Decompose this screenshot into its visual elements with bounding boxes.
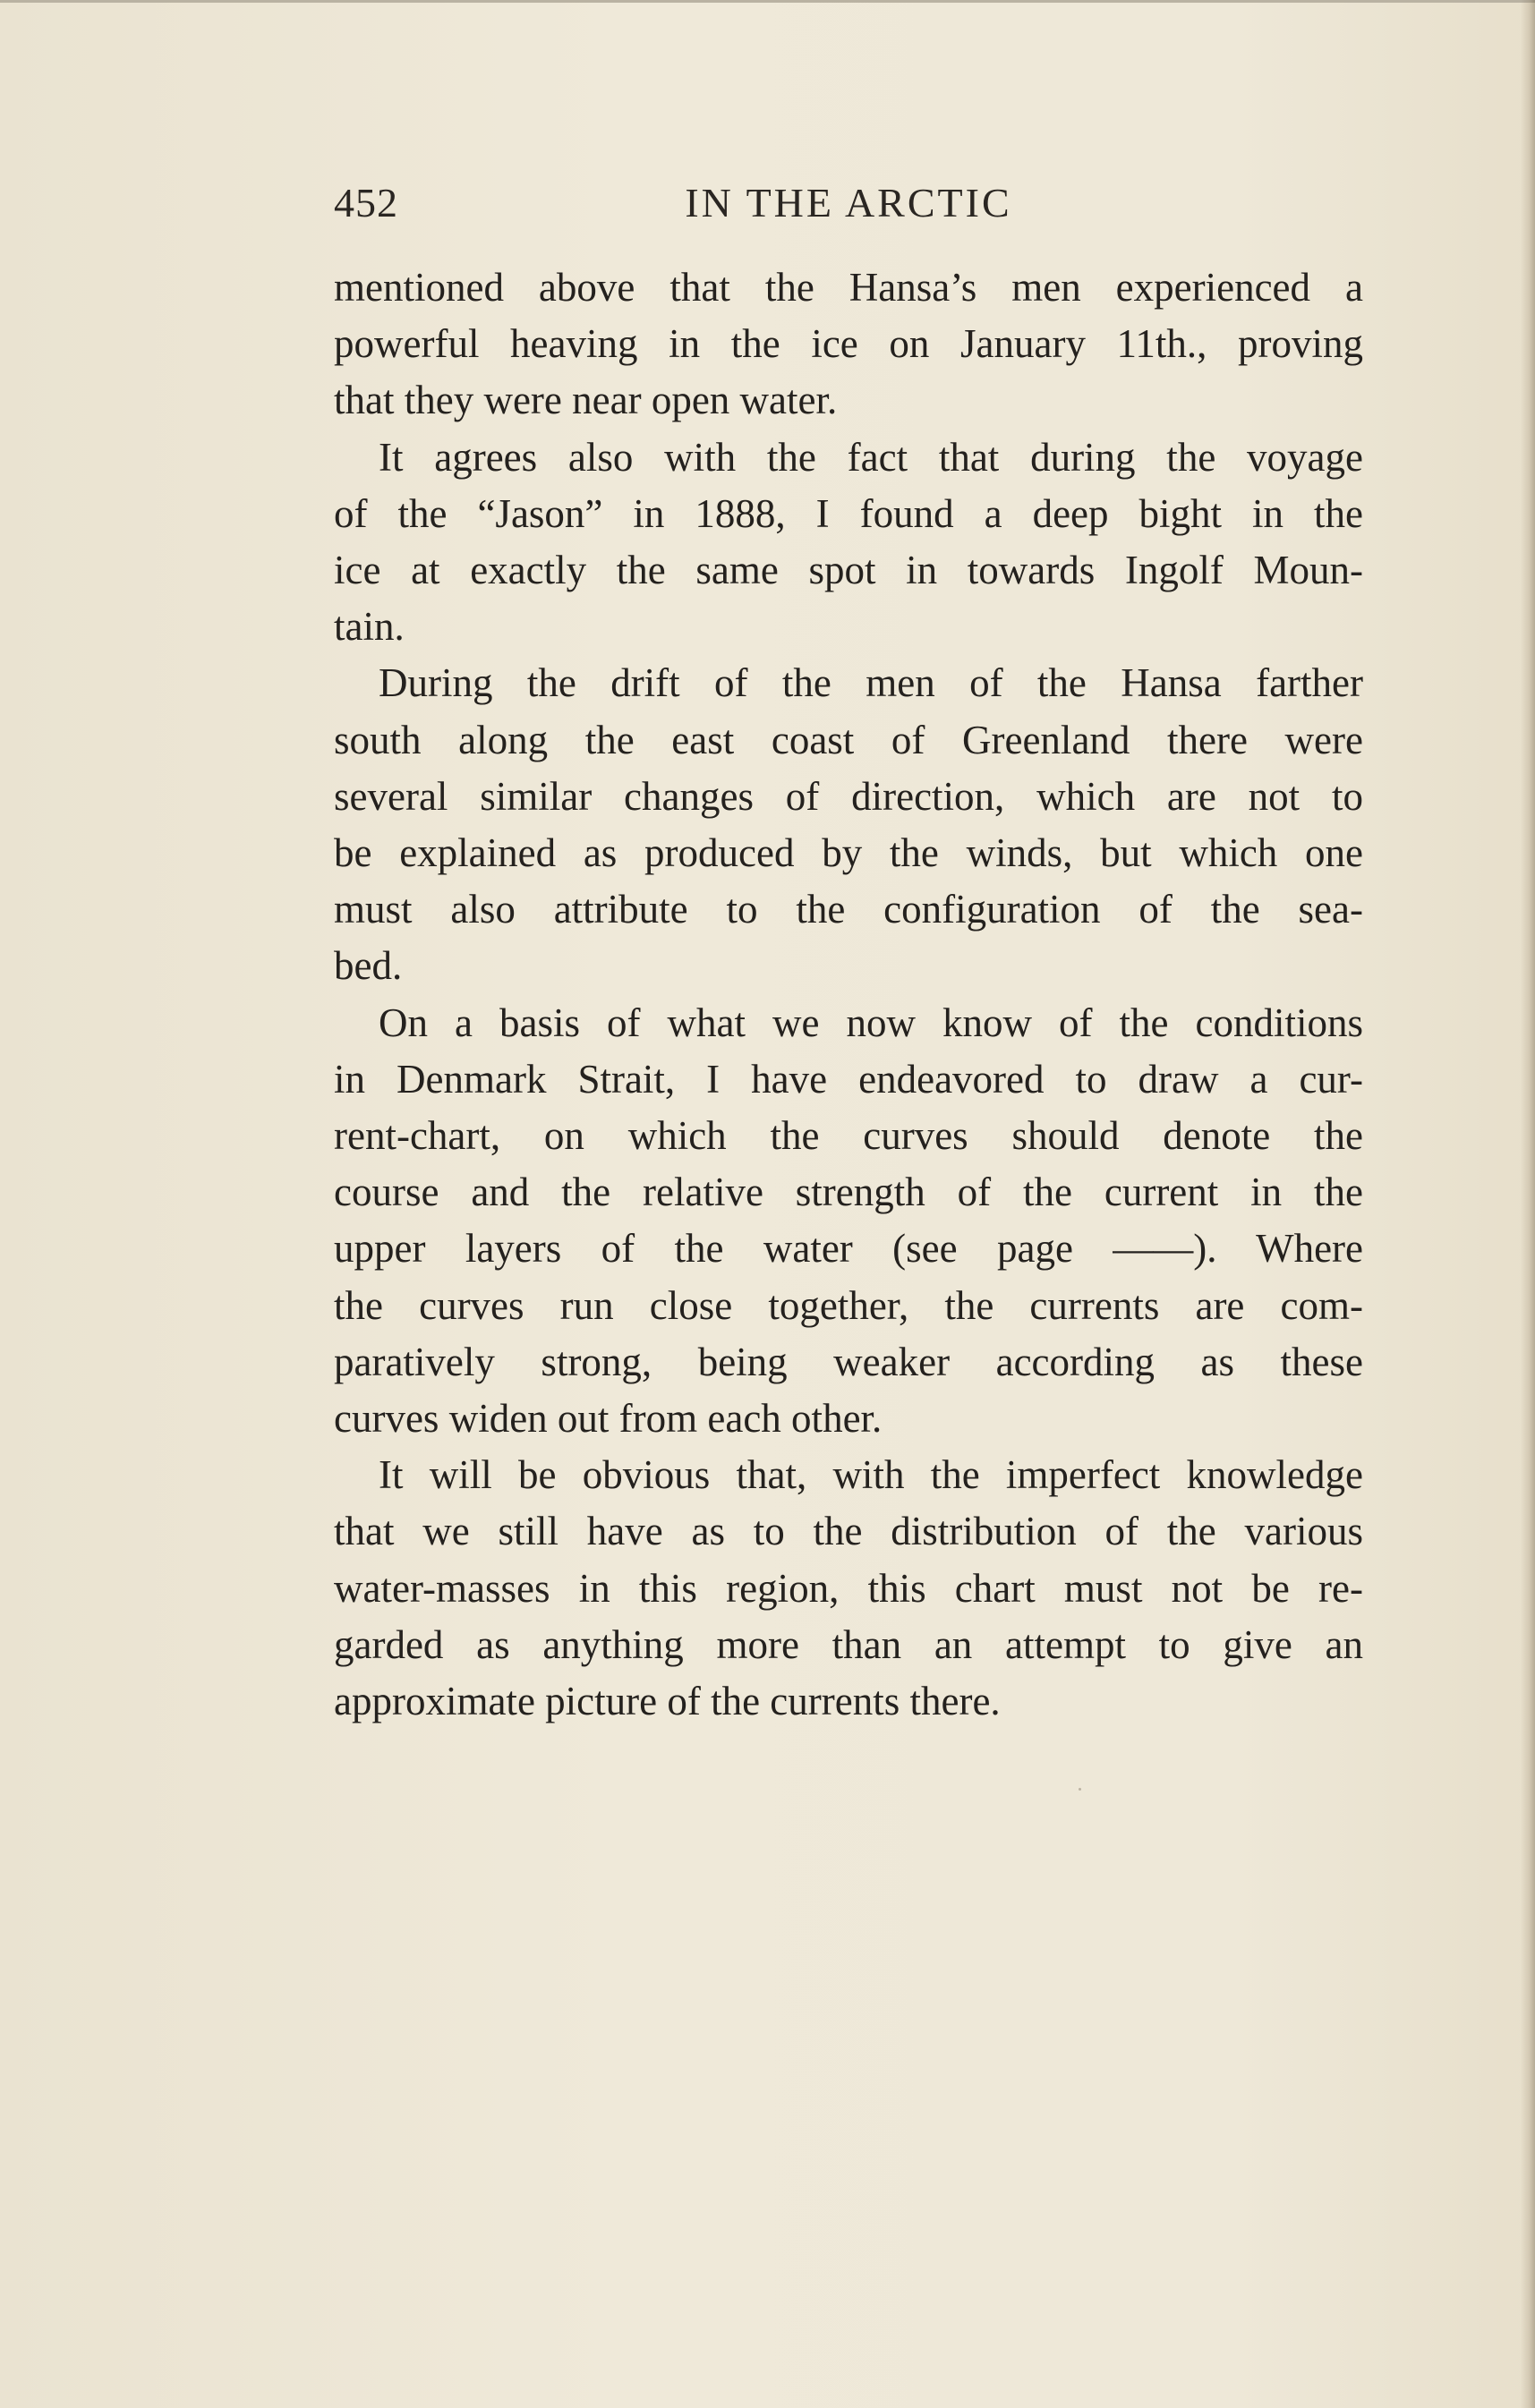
page-top-edge: [0, 0, 1535, 3]
text-line: ice at exactly the same spot in towards Ingolf Moun-: [334, 548, 1363, 593]
text-line: It agrees also with the fact that during the voyage: [379, 434, 1363, 480]
text-line: be explained as produced by the winds, but which one: [334, 830, 1363, 876]
text-line: that we still have as to the distribution of the various: [334, 1509, 1363, 1554]
text-line: must also attribute to the configuration of the sea-: [334, 887, 1363, 932]
text-line: tain.: [334, 604, 405, 650]
page-right-edge-shadow: [1521, 0, 1535, 2408]
page-number: 452: [334, 180, 398, 225]
paragraph: [334, 1447, 1363, 1730]
text-line: several similar changes of direction, which are not to: [334, 773, 1363, 819]
text-line: paratively strong, being weaker according as these: [334, 1339, 1363, 1384]
text-line: of the “Jason” in 1888, I found a deep bight in the: [334, 490, 1363, 536]
text-line: mentioned above that the Hansa’s men experienced a: [334, 265, 1363, 310]
text-line: bed.: [334, 943, 403, 989]
paper-speck: [1079, 1788, 1081, 1791]
text-line: powerful heaving in the ice on January 11th., proving: [334, 321, 1363, 367]
text-line: On a basis of what we now know of the conditions: [379, 1000, 1363, 1045]
paragraph: [334, 260, 1363, 430]
text-line: approximate picture of the currents there.: [334, 1679, 1001, 1724]
text-line: that they were near open water.: [334, 378, 838, 423]
text-line: the curves run close together, the currents are com-: [334, 1282, 1363, 1328]
text-line: upper layers of the water (see page ——). Where: [334, 1226, 1363, 1272]
text-line: water-masses in this region, this chart must not be re-: [334, 1565, 1363, 1611]
text-line: course and the relative strength of the current in the: [334, 1170, 1363, 1215]
paragraph: [334, 995, 1363, 1448]
text-line: During the drift of the men of the Hansa farther: [379, 660, 1363, 706]
text-line: It will be obvious that, with the imperfect knowledge: [379, 1452, 1363, 1498]
text-line: rent-chart, on which the curves should denote the: [334, 1113, 1363, 1159]
text-line: garded as anything more than an attempt to give an: [334, 1621, 1363, 1667]
body-text: [334, 260, 1363, 1730]
text-line: in Denmark Strait, I have endeavored to draw a cur-: [334, 1056, 1363, 1102]
paragraph: [334, 430, 1363, 656]
text-line: curves widen out from each other.: [334, 1396, 883, 1442]
running-head: IN THE ARCTIC: [685, 180, 1012, 225]
page-header: [334, 179, 1363, 233]
paragraph: [334, 655, 1363, 994]
text-line: south along the east coast of Greenland there were: [334, 717, 1363, 762]
